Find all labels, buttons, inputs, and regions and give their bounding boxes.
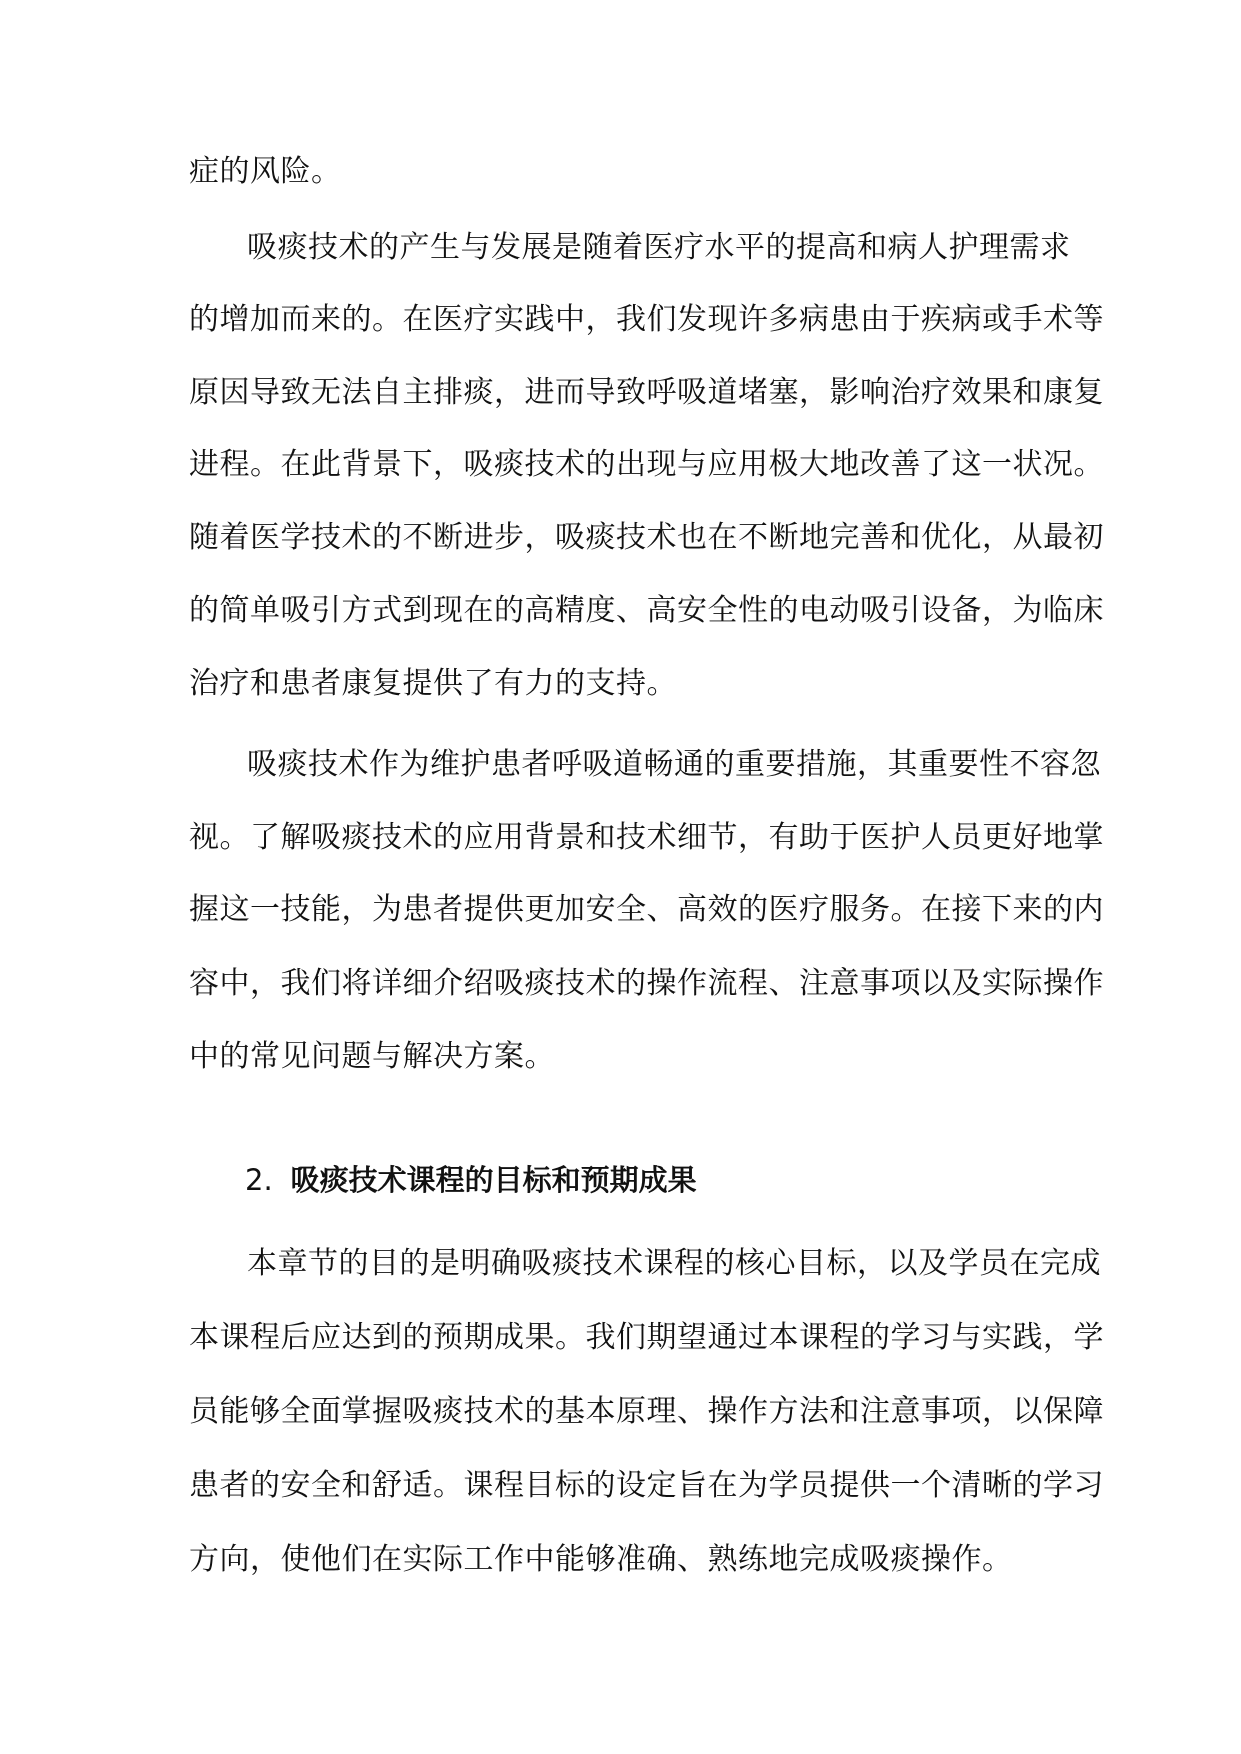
text-line: 原因导致无法自主排痰，进而导致呼吸道堵塞，影响治疗效果和康复 — [189, 375, 1104, 410]
text-line: 随着医学技术的不断进步，吸痰技术也在不断地完善和优化，从最初 — [189, 520, 1104, 555]
section-heading — [245, 1160, 697, 1200]
paragraph-first-line: 吸痰技术作为维护患者呼吸道畅通的重要措施，其重要性不容忽 — [247, 747, 1101, 782]
text-line: 容中，我们将详细介绍吸痰技术的操作流程、注意事项以及实际操作 — [189, 966, 1104, 1001]
text-line: 本课程后应达到的预期成果。我们期望通过本课程的学习与实践，学 — [189, 1320, 1104, 1355]
text-line: 方向，使他们在实际工作中能够准确、熟练地完成吸痰操作。 — [189, 1542, 1013, 1577]
text-line: 视。了解吸痰技术的应用背景和技术细节，有助于医护人员更好地掌 — [189, 820, 1104, 855]
text-line: 患者的安全和舒适。课程目标的设定旨在为学员提供一个清晰的学习 — [189, 1468, 1104, 1503]
text-line: 症的风险。 — [189, 154, 342, 189]
text-line: 中的常见问题与解决方案。 — [189, 1039, 555, 1074]
paragraph-first-line: 本章节的目的是明确吸痰技术课程的核心目标，以及学员在完成 — [247, 1246, 1101, 1281]
paragraph-first-line: 吸痰技术的产生与发展是随着医疗水平的提高和病人护理需求 — [247, 230, 1071, 265]
text-line: 的增加而来的。在医疗实践中，我们发现许多病患由于疾病或手术等 — [189, 302, 1104, 337]
section-title: 吸痰技术课程的目标和预期成果 — [290, 1163, 697, 1197]
text-line: 的简单吸引方式到现在的高精度、高安全性的电动吸引设备，为临床 — [189, 593, 1104, 628]
text-line: 治疗和患者康复提供了有力的支持。 — [189, 666, 677, 701]
text-line: 握这一技能，为患者提供更加安全、高效的医疗服务。在接下来的内 — [189, 892, 1104, 927]
text-line: 进程。在此背景下，吸痰技术的出现与应用极大地改善了这一状况。 — [189, 447, 1104, 482]
text-line: 员能够全面掌握吸痰技术的基本原理、操作方法和注意事项，以保障 — [189, 1394, 1104, 1429]
section-number: 2. — [245, 1163, 273, 1197]
